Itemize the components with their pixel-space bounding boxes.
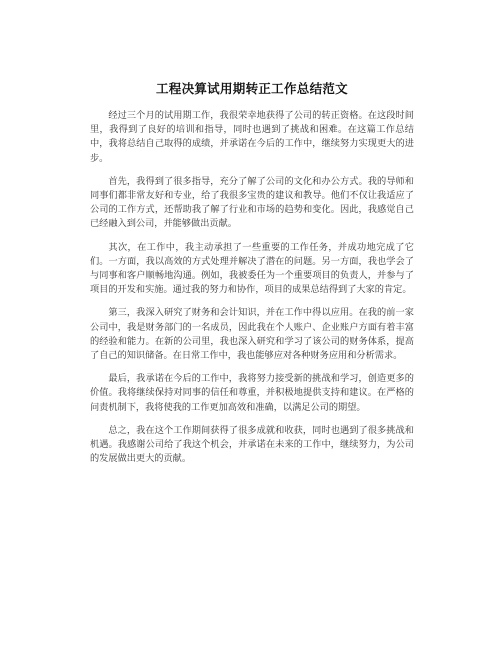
paragraph-commitment: 最后，我承诺在今后的工作中，我将努力接受新的挑战和学习，创造更多的价值。我将继续保持对同事的信任和尊重，并积极地提供支持和建议。在严格的问责机制下，我将使我的工作更加高效和准确，以满足公司的期望。	[90, 373, 414, 413]
paragraph-intro: 经过三个月的试用期工作，我很荣幸地获得了公司的转正资格。在这段时间里，我得到了良好的培训和指导，同时也遇到了挑战和困难。在这篇工作总结中，我将总结自己取得的成绩，并承诺在今后的工作中，继续努力实现更大的进步。	[90, 110, 414, 164]
paragraph-conclusion: 总之，我在这个工作期间获得了很多成就和收获，同时也遇到了很多挑战和机遇。我感谢公司给了我这个机会，并承诺在未来的工作中，继续努力，为公司的发展做出更大的贡献。	[90, 424, 414, 465]
paragraph-tasks: 其次，在工作中，我主动承担了一些重要的工作任务，并成功地完成了它们。一方面，我以高效的方式处理并解决了潜在的问题。另一方面，我也学会了与同事和客户顺畅地沟通。例如，我被委任为一个重要项目的负责人，并参与了项目的开发和实施。通过我的努力和协作，项目的成果总结得到了大家的肯定。	[90, 241, 414, 296]
document-title: 工程决算试用期转正工作总结范文	[155, 81, 348, 96]
paragraph-guidance: 首先，我得到了很多指导，充分了解了公司的文化和办公方式。我的导师和同事们都非常友好和专业，给了我很多宝贵的建议和教导。他们不仅让我适应了公司的工作方式，还帮助我了解了行业和市场的趋势和变化。因此，我感觉自己已经融入到公司，并能够做出贡献。	[90, 175, 414, 230]
paragraph-finance: 第三，我深入研究了财务和会计知识，并在工作中得以应用。在我的前一家公司中，我是财务部门的一名成员，因此我在个人账户、企业账户方面有着丰富的经验和能力。在新的公司里，我也深入研究和学习了该公司的财务体系，提高了自己的知识储备。在日常工作中，我也能够应对各种财务应用和分析需求。	[90, 307, 414, 362]
